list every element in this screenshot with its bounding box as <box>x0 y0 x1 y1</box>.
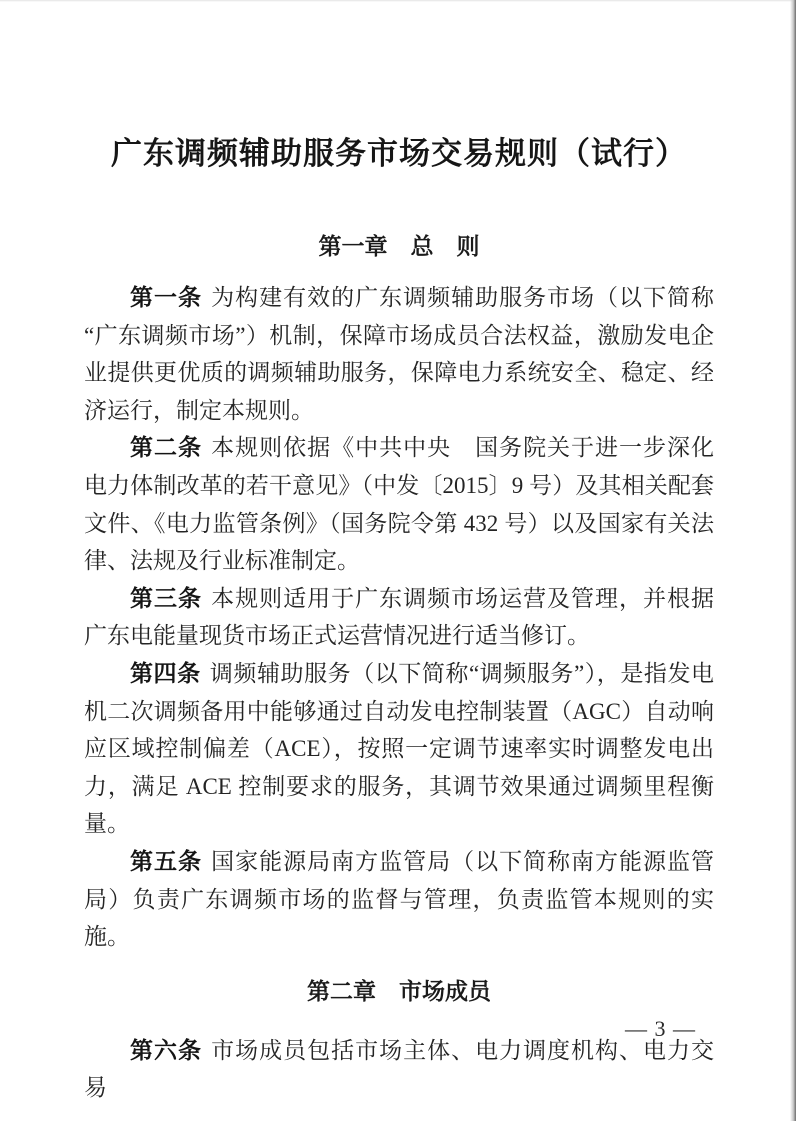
scan-edge-top <box>0 0 796 2</box>
scan-edge-right <box>790 0 796 1121</box>
article-4-text: 调频辅助服务（以下简称“调频服务”），是指发电机二次调频备用中能够通过自动发电控制装置（AGC）自动响应区域控制偏差（ACE），按照一定调节速率实时调整发电出力，满足 ACE 控制要求的服务，其调节效果通过调频里程衡量。 <box>84 660 715 837</box>
article-4 <box>84 655 714 843</box>
document-title: 广东调频辅助服务市场交易规则（试行） <box>111 136 687 171</box>
article-6 <box>84 1032 714 1107</box>
chapter-1-articles <box>84 279 714 956</box>
document-content <box>84 0 714 1107</box>
article-3-text: 本规则适用于广东调频市场运营及管理，并根据广东电能量现货市场正式运营情况进行适当修订。 <box>84 585 715 649</box>
page-number: — 3 — <box>625 1016 696 1041</box>
article-2-text: 本规则依据《中共中央 国务院关于进一步深化电力体制改革的若干意见》（中发〔2015〕9 号）及其相关配套文件、《电力监管条例》（国务院令第 432 号）以及国家有关法律、法规及行业标准制定。 <box>84 435 715 574</box>
article-2 <box>84 429 714 579</box>
article-6-text: 市场成员包括市场主体、电力调度机构、电力交易 <box>84 1037 715 1101</box>
article-3 <box>84 580 714 655</box>
article-6-label: 第六条 <box>130 1037 202 1063</box>
chapter-2-heading: 第二章 市场成员 <box>307 978 491 1004</box>
chapter-2-articles <box>84 1032 714 1107</box>
article-2-label: 第二条 <box>130 435 202 461</box>
article-1-label: 第一条 <box>130 285 202 310</box>
article-4-label: 第四条 <box>130 660 201 686</box>
article-1 <box>84 279 714 429</box>
chapter-1-heading: 第一章 总 则 <box>318 234 480 259</box>
article-5-label: 第五条 <box>130 848 202 874</box>
article-5 <box>84 843 714 956</box>
article-3-label: 第三条 <box>130 585 202 611</box>
article-5-text: 国家能源局南方监管局（以下简称南方能源监管局）负责广东调频市场的监督与管理，负责监管本规则的实施。 <box>84 848 715 950</box>
article-1-text: 为构建有效的广东调频辅助服务市场（以下简称“广东调频市场”）机制，保障市场成员合法权益，激励发电企业提供更优质的调频辅助服务，保障电力系统安全、稳定、经济运行，制定本规则。 <box>84 285 715 423</box>
